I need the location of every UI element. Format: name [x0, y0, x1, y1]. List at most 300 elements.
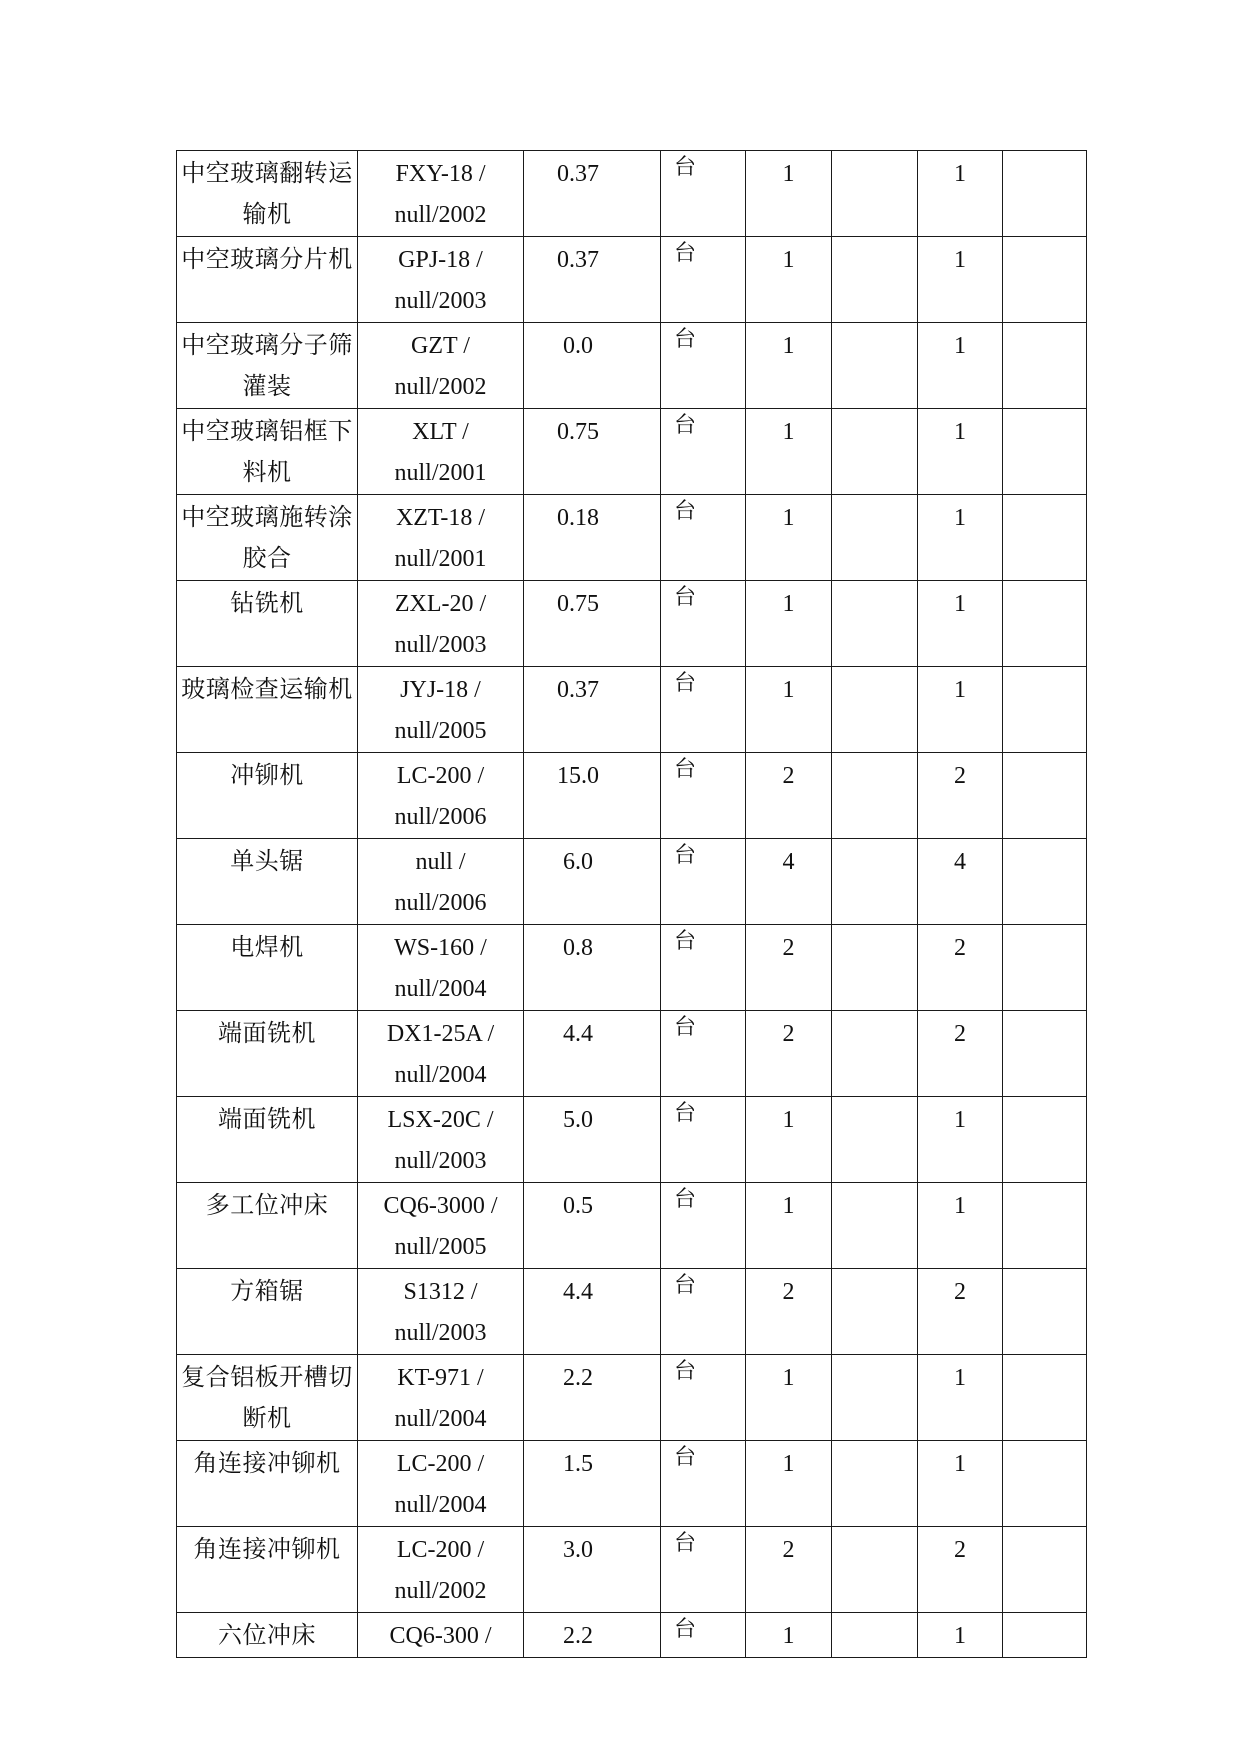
unit-cell-text: 台 [674, 928, 697, 953]
unit-cell-text: 台 [674, 1100, 697, 1125]
equipment-name-cell [177, 1613, 358, 1658]
quantity-total-cell [918, 237, 1003, 323]
blank-cell-text [832, 581, 917, 584]
power-cell-text: 0.37 [557, 161, 599, 187]
quantity-total-cell-text: 1 [954, 161, 966, 187]
blank-cell-text [832, 1441, 917, 1444]
unit-cell [661, 1613, 746, 1658]
unit-cell-text: 台 [674, 1186, 697, 1211]
blank-cell [832, 1527, 918, 1613]
table-row [177, 495, 1087, 581]
power-cell-text: 0.75 [557, 419, 599, 445]
unit-cell-text: 台 [674, 240, 697, 265]
power-cell [524, 1097, 661, 1183]
blank-cell [832, 1269, 918, 1355]
model-cell [358, 667, 524, 753]
table-row [177, 1613, 1087, 1658]
model-cell [358, 581, 524, 667]
quantity-total-cell [918, 409, 1003, 495]
quantity-total-cell-text: 1 [954, 505, 966, 531]
equipment-name-cell [177, 409, 358, 495]
power-cell [524, 409, 661, 495]
unit-cell [661, 151, 746, 237]
unit-cell-text: 台 [674, 1444, 697, 1469]
quantity-cell [746, 323, 832, 409]
table-row [177, 1097, 1087, 1183]
power-cell [524, 323, 661, 409]
power-cell-text: 0.37 [557, 247, 599, 273]
model-cell-text: KT-971 / null/2004 [394, 1365, 487, 1432]
blank-cell [832, 1441, 918, 1527]
unit-cell [661, 1097, 746, 1183]
quantity-cell-text: 1 [782, 1623, 795, 1649]
equipment-table [176, 150, 1087, 1658]
remarks-cell [1003, 151, 1087, 237]
equipment-name-cell [177, 1441, 358, 1527]
unit-cell-text: 台 [674, 412, 697, 437]
equipment-name-cell [177, 1355, 358, 1441]
quantity-cell [746, 1269, 832, 1355]
power-cell-text: 5.0 [563, 1107, 593, 1133]
quantity-cell [746, 1355, 832, 1441]
power-cell [524, 1613, 661, 1658]
unit-cell-text: 台 [674, 584, 697, 609]
quantity-total-cell [918, 151, 1003, 237]
blank-cell-text [832, 925, 917, 928]
equipment-name-cell [177, 1527, 358, 1613]
remarks-cell-text [1003, 1269, 1086, 1272]
quantity-cell-text: 1 [782, 1451, 795, 1477]
table-row [177, 1355, 1087, 1441]
equipment-name-cell [177, 839, 358, 925]
unit-cell-text: 台 [674, 756, 697, 781]
remarks-cell [1003, 1355, 1087, 1441]
table-row [177, 323, 1087, 409]
quantity-cell-text: 2 [782, 935, 795, 961]
table-row [177, 409, 1087, 495]
unit-cell-text: 台 [674, 1014, 697, 1039]
quantity-total-cell [918, 1097, 1003, 1183]
quantity-total-cell [918, 925, 1003, 1011]
unit-cell [661, 1269, 746, 1355]
quantity-total-cell [918, 1011, 1003, 1097]
quantity-total-cell [918, 1441, 1003, 1527]
model-cell-text: LC-200 / null/2006 [394, 763, 487, 830]
remarks-cell-text [1003, 1441, 1086, 1444]
model-cell-text: CQ6-3000 / null/2005 [383, 1193, 498, 1260]
quantity-cell-text: 1 [782, 333, 795, 359]
power-cell-text: 0.75 [557, 591, 599, 617]
blank-cell [832, 667, 918, 753]
blank-cell [832, 151, 918, 237]
unit-cell-text: 台 [674, 670, 697, 695]
remarks-cell [1003, 237, 1087, 323]
equipment-name-cell-text: 角连接冲铆机 [193, 1451, 341, 1477]
unit-cell-text: 台 [674, 326, 697, 351]
table-body [177, 151, 1087, 1658]
quantity-cell-text: 1 [782, 419, 795, 445]
remarks-cell-text [1003, 839, 1086, 842]
unit-cell [661, 839, 746, 925]
table-row [177, 151, 1087, 237]
power-cell [524, 151, 661, 237]
table-row [177, 581, 1087, 667]
quantity-total-cell [918, 495, 1003, 581]
equipment-name-cell [177, 237, 358, 323]
blank-cell [832, 581, 918, 667]
blank-cell [832, 237, 918, 323]
equipment-name-cell [177, 753, 358, 839]
remarks-cell [1003, 925, 1087, 1011]
model-cell [358, 1441, 524, 1527]
quantity-total-cell [918, 1613, 1003, 1658]
model-cell [358, 925, 524, 1011]
unit-cell [661, 409, 746, 495]
quantity-total-cell-text: 2 [954, 1021, 966, 1047]
blank-cell-text [832, 1269, 917, 1272]
quantity-total-cell-text: 4 [954, 849, 966, 875]
remarks-cell [1003, 409, 1087, 495]
power-cell [524, 1011, 661, 1097]
quantity-total-cell-text: 1 [954, 419, 966, 445]
quantity-cell-text: 1 [782, 505, 795, 531]
blank-cell-text [832, 495, 917, 498]
table-row [177, 839, 1087, 925]
remarks-cell-text [1003, 237, 1086, 240]
table-row [177, 925, 1087, 1011]
power-cell-text: 4.4 [563, 1021, 593, 1047]
equipment-name-cell-text: 中空玻璃施转涂胶合 [181, 505, 353, 572]
quantity-cell [746, 925, 832, 1011]
quantity-cell [746, 1011, 832, 1097]
power-cell [524, 1183, 661, 1269]
table-row [177, 1269, 1087, 1355]
quantity-cell-text: 1 [782, 161, 795, 187]
quantity-cell-text: 2 [782, 1279, 795, 1305]
quantity-total-cell-text: 2 [954, 1537, 966, 1563]
power-cell [524, 1441, 661, 1527]
equipment-name-cell-text: 端面铣机 [218, 1021, 316, 1047]
blank-cell-text [832, 237, 917, 240]
model-cell [358, 495, 524, 581]
quantity-cell-text: 1 [782, 1365, 795, 1391]
model-cell-text: ZXL-20 / null/2003 [394, 591, 487, 658]
power-cell [524, 495, 661, 581]
power-cell-text: 1.5 [563, 1451, 593, 1477]
quantity-total-cell-text: 1 [954, 333, 966, 359]
unit-cell [661, 1355, 746, 1441]
equipment-name-cell [177, 495, 358, 581]
equipment-name-cell-text: 中空玻璃分子筛灌装 [181, 333, 353, 400]
remarks-cell-text [1003, 151, 1086, 154]
unit-cell [661, 667, 746, 753]
quantity-cell [746, 495, 832, 581]
remarks-cell [1003, 323, 1087, 409]
quantity-total-cell-text: 1 [954, 1193, 966, 1219]
remarks-cell-text [1003, 323, 1086, 326]
model-cell [358, 409, 524, 495]
model-cell-text: CQ6-300 / [389, 1623, 492, 1649]
quantity-cell [746, 1441, 832, 1527]
power-cell-text: 0.37 [557, 677, 599, 703]
model-cell [358, 151, 524, 237]
remarks-cell [1003, 1441, 1087, 1527]
quantity-cell [746, 581, 832, 667]
blank-cell [832, 1355, 918, 1441]
remarks-cell [1003, 753, 1087, 839]
unit-cell [661, 581, 746, 667]
model-cell-text: GZT / null/2002 [394, 333, 487, 400]
unit-cell-text: 台 [674, 1616, 697, 1641]
equipment-name-cell [177, 323, 358, 409]
table-row [177, 1183, 1087, 1269]
remarks-cell-text [1003, 1527, 1086, 1530]
remarks-cell-text [1003, 667, 1086, 670]
quantity-cell-text: 2 [782, 763, 795, 789]
power-cell-text: 4.4 [563, 1279, 593, 1305]
equipment-name-cell-text: 中空玻璃翻转运输机 [181, 161, 353, 228]
quantity-total-cell-text: 1 [954, 591, 966, 617]
remarks-cell [1003, 667, 1087, 753]
quantity-total-cell-text: 1 [954, 1107, 966, 1133]
remarks-cell-text [1003, 925, 1086, 928]
remarks-cell-text [1003, 1355, 1086, 1358]
model-cell [358, 1183, 524, 1269]
quantity-total-cell [918, 1355, 1003, 1441]
power-cell-text: 0.5 [563, 1193, 593, 1219]
remarks-cell-text [1003, 495, 1086, 498]
quantity-total-cell [918, 581, 1003, 667]
blank-cell-text [832, 1355, 917, 1358]
equipment-name-cell-text: 单头锯 [230, 849, 304, 875]
equipment-name-cell [177, 667, 358, 753]
table-row [177, 1441, 1087, 1527]
unit-cell-text: 台 [674, 498, 697, 523]
table-row [177, 1527, 1087, 1613]
unit-cell [661, 1011, 746, 1097]
blank-cell [832, 1097, 918, 1183]
quantity-cell [746, 237, 832, 323]
blank-cell [832, 323, 918, 409]
model-cell-text: LSX-20C / null/2003 [387, 1107, 494, 1174]
power-cell [524, 753, 661, 839]
model-cell [358, 1011, 524, 1097]
blank-cell-text [832, 151, 917, 154]
blank-cell-text [832, 667, 917, 670]
blank-cell [832, 925, 918, 1011]
blank-cell [832, 753, 918, 839]
model-cell [358, 1613, 524, 1658]
unit-cell-text: 台 [674, 1530, 697, 1555]
unit-cell-text: 台 [674, 842, 697, 867]
blank-cell-text [832, 1011, 917, 1014]
quantity-total-cell-text: 2 [954, 1279, 966, 1305]
equipment-name-cell-text: 角连接冲铆机 [193, 1537, 341, 1563]
power-cell [524, 237, 661, 323]
model-cell-text: WS-160 / null/2004 [394, 935, 487, 1002]
quantity-total-cell-text: 1 [954, 1451, 966, 1477]
equipment-name-cell [177, 1011, 358, 1097]
unit-cell [661, 753, 746, 839]
power-cell-text: 2.2 [563, 1623, 593, 1649]
model-cell-text: DX1-25A / null/2004 [386, 1021, 495, 1088]
power-cell-text: 0.18 [557, 505, 599, 531]
quantity-total-cell-text: 1 [954, 1365, 966, 1391]
equipment-name-cell [177, 581, 358, 667]
power-cell-text: 0.8 [563, 935, 593, 961]
quantity-total-cell [918, 1269, 1003, 1355]
blank-cell-text [832, 323, 917, 326]
equipment-name-cell-text: 钻铣机 [230, 591, 304, 617]
power-cell-text: 0.0 [563, 333, 593, 359]
quantity-total-cell [918, 1527, 1003, 1613]
remarks-cell-text [1003, 409, 1086, 412]
blank-cell [832, 1011, 918, 1097]
remarks-cell [1003, 1011, 1087, 1097]
equipment-name-cell-text: 复合铝板开槽切断机 [181, 1365, 353, 1432]
unit-cell [661, 495, 746, 581]
remarks-cell [1003, 839, 1087, 925]
remarks-cell-text [1003, 1613, 1086, 1616]
unit-cell-text: 台 [674, 154, 697, 179]
quantity-total-cell [918, 1183, 1003, 1269]
equipment-name-cell-text: 中空玻璃分片机 [181, 247, 353, 273]
equipment-name-cell [177, 1097, 358, 1183]
model-cell [358, 237, 524, 323]
model-cell-text: FXY-18 / null/2002 [394, 161, 487, 228]
blank-cell-text [832, 1527, 917, 1530]
unit-cell-text: 台 [674, 1272, 697, 1297]
blank-cell [832, 1183, 918, 1269]
quantity-cell [746, 1527, 832, 1613]
unit-cell [661, 1527, 746, 1613]
power-cell [524, 1527, 661, 1613]
quantity-total-cell [918, 667, 1003, 753]
quantity-cell [746, 409, 832, 495]
quantity-cell [746, 1183, 832, 1269]
equipment-name-cell [177, 1269, 358, 1355]
quantity-cell [746, 151, 832, 237]
blank-cell-text [832, 1097, 917, 1100]
quantity-total-cell-text: 2 [954, 763, 966, 789]
remarks-cell [1003, 1613, 1087, 1658]
equipment-name-cell [177, 151, 358, 237]
power-cell-text: 6.0 [563, 849, 593, 875]
table-row [177, 753, 1087, 839]
power-cell [524, 581, 661, 667]
model-cell [358, 1355, 524, 1441]
power-cell [524, 839, 661, 925]
power-cell-text: 2.2 [563, 1365, 593, 1391]
remarks-cell [1003, 1097, 1087, 1183]
power-cell [524, 1355, 661, 1441]
quantity-total-cell [918, 753, 1003, 839]
unit-cell [661, 1441, 746, 1527]
quantity-cell [746, 1097, 832, 1183]
remarks-cell-text [1003, 1011, 1086, 1014]
model-cell [358, 1097, 524, 1183]
quantity-total-cell-text: 1 [954, 677, 966, 703]
equipment-name-cell-text: 方箱锯 [230, 1279, 304, 1305]
remarks-cell-text [1003, 1097, 1086, 1100]
model-cell-text: null / null/2006 [394, 849, 487, 916]
quantity-cell [746, 753, 832, 839]
quantity-cell-text: 2 [782, 1537, 795, 1563]
power-cell [524, 925, 661, 1011]
blank-cell [832, 409, 918, 495]
equipment-name-cell [177, 1183, 358, 1269]
equipment-name-cell-text: 端面铣机 [218, 1107, 316, 1133]
remarks-cell [1003, 1269, 1087, 1355]
remarks-cell-text [1003, 1183, 1086, 1186]
quantity-total-cell-text: 2 [954, 935, 966, 961]
blank-cell-text [832, 839, 917, 842]
power-cell-text: 3.0 [563, 1537, 593, 1563]
remarks-cell [1003, 581, 1087, 667]
model-cell-text: S1312 / null/2003 [394, 1279, 487, 1346]
quantity-total-cell [918, 323, 1003, 409]
remarks-cell-text [1003, 581, 1086, 584]
equipment-name-cell-text: 电焊机 [230, 935, 304, 961]
quantity-cell-text: 1 [782, 677, 795, 703]
table-row [177, 667, 1087, 753]
quantity-cell-text: 1 [782, 1107, 795, 1133]
blank-cell-text [832, 1183, 917, 1186]
model-cell [358, 753, 524, 839]
table-row [177, 237, 1087, 323]
quantity-cell [746, 839, 832, 925]
quantity-total-cell [918, 839, 1003, 925]
equipment-name-cell-text: 中空玻璃铝框下料机 [181, 419, 353, 486]
blank-cell [832, 839, 918, 925]
model-cell-text: JYJ-18 / null/2005 [394, 677, 487, 744]
unit-cell [661, 1183, 746, 1269]
blank-cell-text [832, 753, 917, 756]
blank-cell-text [832, 409, 917, 412]
equipment-name-cell-text: 玻璃检查运输机 [181, 677, 353, 703]
unit-cell [661, 237, 746, 323]
model-cell [358, 323, 524, 409]
quantity-cell [746, 1613, 832, 1658]
model-cell-text: XZT-18 / null/2001 [394, 505, 487, 572]
quantity-cell [746, 667, 832, 753]
power-cell-text: 15.0 [557, 763, 599, 789]
equipment-name-cell-text: 六位冲床 [218, 1623, 316, 1649]
unit-cell [661, 323, 746, 409]
blank-cell-text [832, 1613, 917, 1616]
quantity-cell-text: 1 [782, 1193, 795, 1219]
unit-cell [661, 925, 746, 1011]
model-cell-text: GPJ-18 / null/2003 [394, 247, 487, 314]
model-cell [358, 839, 524, 925]
remarks-cell-text [1003, 753, 1086, 756]
quantity-total-cell-text: 1 [954, 247, 966, 273]
quantity-cell-text: 1 [782, 247, 795, 273]
model-cell-text: LC-200 / null/2004 [394, 1451, 487, 1518]
model-cell-text: XLT / null/2001 [394, 419, 487, 486]
quantity-cell-text: 2 [782, 1021, 795, 1047]
model-cell [358, 1269, 524, 1355]
equipment-name-cell-text: 多工位冲床 [205, 1193, 329, 1219]
blank-cell [832, 1613, 918, 1658]
blank-cell [832, 495, 918, 581]
quantity-cell-text: 1 [782, 591, 795, 617]
remarks-cell [1003, 1527, 1087, 1613]
model-cell [358, 1527, 524, 1613]
model-cell-text: LC-200 / null/2002 [394, 1537, 487, 1604]
power-cell [524, 1269, 661, 1355]
remarks-cell [1003, 1183, 1087, 1269]
